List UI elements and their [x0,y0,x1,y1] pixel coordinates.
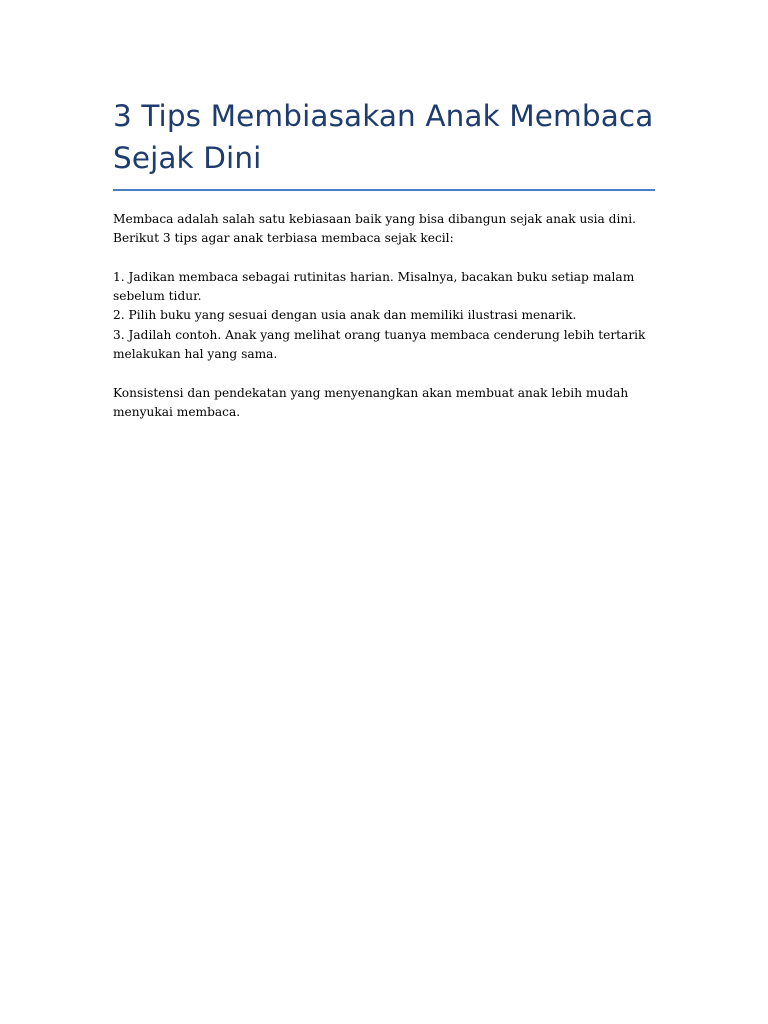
title-line-1: 3 Tips Membiasakan Anak Membaca [113,99,654,133]
tip-item-2: 2. Pilih buku yang sesuai dengan usia anak dan memiliki ilustrasi menarik. [113,308,577,323]
paragraph-spacer [113,249,656,268]
intro-paragraph: Membaca adalah salah satu kebiasaan baik yang bisa dibangun sejak anak usia dini. Berikut 3 tips agar anak terbiasa membaca sejak kecil: [113,212,636,246]
document-page [113,95,656,422]
document-title [113,95,656,179]
paragraph-spacer [113,364,656,383]
title-line-2: Sejak Dini [113,141,262,175]
conclusion-paragraph: Konsistensi dan pendekatan yang menyenangkan akan membuat anak lebih mudah menyukai membaca. [113,385,629,419]
tip-item-1: 1. Jadikan membaca sebagai rutinitas harian. Misalnya, bacakan buku setiap malam sebelum tidur. [113,269,635,304]
document-body [113,210,656,422]
title-underline [113,189,655,191]
tip-item-3: 3. Jadilah contoh. Anak yang melihat orang tuanya membaca cenderung lebih tertarik melakukan hal yang sama. [113,327,646,362]
